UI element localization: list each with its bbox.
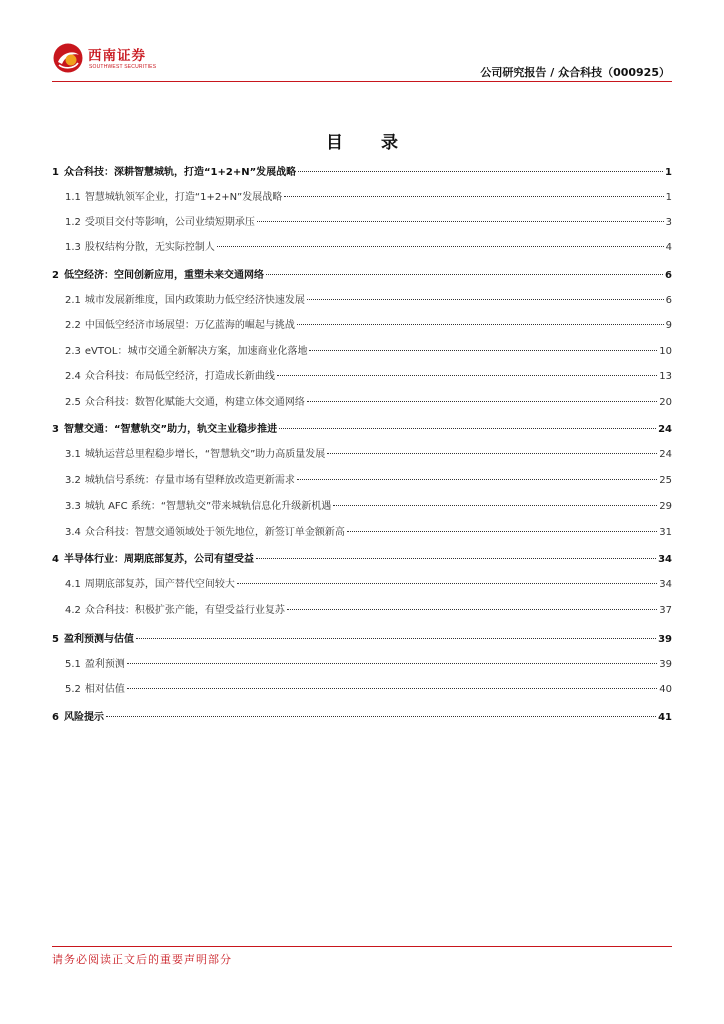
toc-section-entry[interactable] — [52, 552, 672, 568]
toc-dot-leader — [333, 505, 657, 506]
toc-subsection-entry[interactable] — [52, 603, 672, 619]
toc-entry-number: 1.1 — [65, 192, 81, 203]
toc-section-entry[interactable] — [52, 710, 672, 726]
toc-dot-leader — [309, 350, 657, 351]
toc-heading: 目 录 — [326, 133, 414, 153]
toc-entry-number: 5.2 — [65, 684, 81, 695]
toc-entry-number: 3.2 — [65, 475, 81, 486]
logo-chinese-name: 西南证券 — [88, 48, 146, 64]
toc-dot-leader — [106, 716, 656, 717]
toc-page-number: 34 — [659, 579, 672, 590]
toc-dot-leader — [237, 583, 657, 584]
toc-entry-title: 众合科技：数智化赋能大交通，构建立体交通网络 — [84, 397, 305, 408]
toc-entry-number: 3.1 — [65, 449, 81, 460]
toc-entry-title: 风险提示 — [63, 712, 104, 723]
toc-entry-number: 3.3 — [65, 501, 81, 512]
toc-entry-title: 众合科技：智慧交通领域处于领先地位，新签订单金额新高 — [84, 527, 345, 538]
toc-dot-leader — [297, 324, 664, 325]
header-divider — [52, 81, 672, 82]
toc-entry-number: 5 — [52, 634, 59, 645]
toc-subsection-entry[interactable] — [52, 240, 672, 256]
toc-page-number: 20 — [659, 397, 672, 408]
toc-dot-leader — [284, 196, 663, 197]
toc-subsection-entry[interactable] — [52, 499, 672, 515]
toc-entry-title: 众合科技：布局低空经济，打造成长新曲线 — [84, 371, 275, 382]
toc-entry-number: 6 — [52, 712, 59, 723]
toc-dot-leader — [266, 274, 663, 275]
toc-section-entry[interactable] — [52, 165, 672, 181]
toc-subsection-entry[interactable] — [52, 657, 672, 673]
toc-dot-leader — [279, 428, 656, 429]
toc-subsection-entry[interactable] — [52, 293, 672, 309]
logo-english-name: SOUTHWEST SECURITIES — [89, 64, 157, 70]
toc-page-number: 25 — [659, 475, 672, 486]
toc-dot-leader — [127, 688, 657, 689]
toc-dot-leader — [277, 375, 657, 376]
toc-subsection-entry[interactable] — [52, 577, 672, 593]
toc-entry-title: 周期底部复苏，国产替代空间较大 — [84, 579, 235, 590]
toc-entry-number: 2.3 — [65, 346, 81, 357]
toc-section-entry[interactable] — [52, 632, 672, 648]
toc-entry-number: 2.1 — [65, 295, 81, 306]
toc-entry-number: 4.1 — [65, 579, 81, 590]
toc-dot-leader — [217, 246, 664, 247]
toc-dot-leader — [307, 299, 664, 300]
toc-section-entry[interactable] — [52, 422, 672, 438]
toc-page-number: 39 — [658, 634, 672, 645]
toc-entry-title: 半导体行业：周期底部复苏，公司有望受益 — [63, 554, 254, 565]
toc-subsection-entry[interactable] — [52, 369, 672, 385]
toc-page-number: 34 — [658, 554, 672, 565]
toc-entry-title: 智慧城轨领军企业，打造“1+2+N”发展战略 — [84, 192, 283, 203]
toc-page-number: 10 — [659, 346, 672, 357]
toc-page-number: 40 — [659, 684, 672, 695]
toc-page-number: 6 — [665, 270, 672, 281]
toc-subsection-entry[interactable] — [52, 190, 672, 206]
toc-entry-title: 众合科技：积极扩张产能，有望受益行业复苏 — [84, 605, 285, 616]
toc-entry-number: 2.2 — [65, 320, 81, 331]
toc-page-number: 4 — [665, 242, 672, 253]
toc-entry-title: 相对估值 — [84, 684, 125, 695]
toc-page-number: 39 — [659, 659, 672, 670]
toc-entry-title: 智慧交通：“智慧轨交”助力，轨交主业稳步推进 — [63, 424, 278, 435]
toc-entry-title: 城轨信号系统：存量市场有望释放改造更新需求 — [84, 475, 295, 486]
toc-subsection-entry[interactable] — [52, 525, 672, 541]
toc-page-number: 13 — [659, 371, 672, 382]
toc-dot-leader — [136, 638, 656, 639]
toc-page-number: 29 — [659, 501, 672, 512]
toc-page-number: 41 — [658, 712, 672, 723]
toc-entry-title: 盈利预测 — [84, 659, 125, 670]
toc-subsection-entry[interactable] — [52, 473, 672, 489]
footer-divider — [52, 946, 672, 947]
report-header-title: 公司研究报告 / 众合科技（000925） — [480, 66, 670, 79]
toc-page-number: 6 — [665, 295, 672, 306]
toc-dot-leader — [256, 558, 656, 559]
toc-page-number: 24 — [658, 424, 672, 435]
toc-subsection-entry[interactable] — [52, 318, 672, 334]
toc-page-number: 37 — [659, 605, 672, 616]
toc-entry-number: 5.1 — [65, 659, 81, 670]
toc-entry-title: 城轨运营总里程稳步增长，“智慧轨交”助力高质量发展 — [84, 449, 326, 460]
toc-entry-number: 1.3 — [65, 242, 81, 253]
toc-section-entry[interactable] — [52, 268, 672, 284]
toc-page-number: 3 — [665, 217, 672, 228]
toc-dot-leader — [307, 401, 657, 402]
toc-entry-number: 3.4 — [65, 527, 81, 538]
toc-entry-title: 低空经济：空间创新应用，重塑未来交通网络 — [63, 270, 264, 281]
toc-page-number: 1 — [665, 192, 672, 203]
toc-dot-leader — [287, 609, 657, 610]
toc-dot-leader — [327, 453, 657, 454]
toc-page-number: 9 — [665, 320, 672, 331]
toc-entry-number: 2 — [52, 270, 59, 281]
toc-dot-leader — [257, 221, 664, 222]
southwest-securities-logo-icon — [52, 42, 84, 74]
toc-entry-number: 2.5 — [65, 397, 81, 408]
toc-entry-number: 1 — [52, 167, 59, 178]
toc-entry-title: eVTOL：城市交通全新解决方案，加速商业化落地 — [84, 346, 308, 357]
toc-subsection-entry[interactable] — [52, 682, 672, 698]
toc-dot-leader — [347, 531, 657, 532]
toc-page-number: 24 — [659, 449, 672, 460]
toc-entry-number: 4.2 — [65, 605, 81, 616]
toc-entry-number: 2.4 — [65, 371, 81, 382]
toc-entry-title: 中国低空经济市场展望：万亿蓝海的崛起与挑战 — [84, 320, 295, 331]
toc-subsection-entry[interactable] — [52, 215, 672, 231]
toc-entry-number: 3 — [52, 424, 59, 435]
toc-entry-title: 受项目交付等影响，公司业绩短期承压 — [84, 217, 255, 228]
toc-entry-title: 盈利预测与估值 — [63, 634, 134, 645]
toc-entry-title: 城市发展新维度，国内政策助力低空经济快速发展 — [84, 295, 305, 306]
toc-subsection-entry[interactable] — [52, 395, 672, 411]
toc-dot-leader — [127, 663, 657, 664]
toc-page-number: 31 — [659, 527, 672, 538]
page-header — [0, 0, 724, 82]
toc-subsection-entry[interactable] — [52, 344, 672, 360]
toc-page-number: 1 — [665, 167, 672, 178]
toc-subsection-entry[interactable] — [52, 447, 672, 463]
toc-entry-title: 城轨 AFC 系统：“智慧轨交”带来城轨信息化升级新机遇 — [84, 501, 332, 512]
toc-entry-title: 股权结构分散，无实际控制人 — [84, 242, 215, 253]
toc-entry-number: 4 — [52, 554, 59, 565]
toc-entry-number: 1.2 — [65, 217, 81, 228]
footer-disclaimer: 请务必阅读正文后的重要声明部分 — [52, 953, 232, 966]
toc-entry-title: 众合科技：深耕智慧城轨，打造“1+2+N”发展战略 — [63, 167, 297, 178]
toc-dot-leader — [298, 171, 663, 172]
company-logo — [52, 42, 157, 76]
toc-dot-leader — [297, 479, 657, 480]
